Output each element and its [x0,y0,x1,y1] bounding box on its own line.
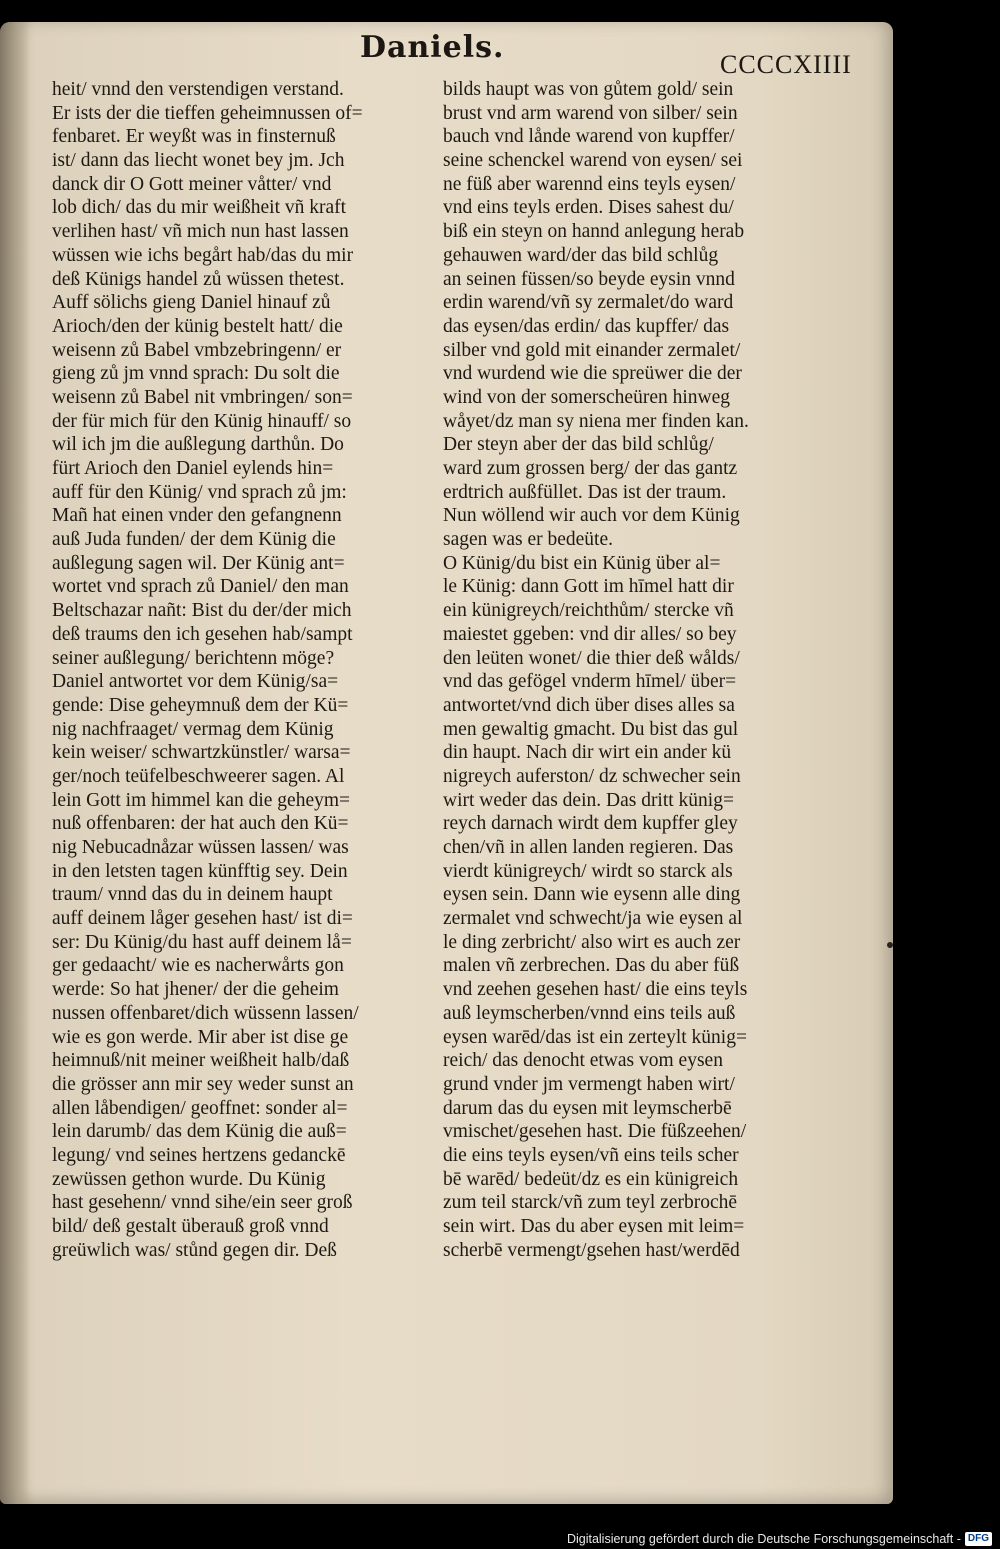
text-line: nig nachfraaget/ vermag dem Künig [52,718,334,740]
text-line: traum/ vnnd das du in deinem haupt [52,884,333,906]
text-line: antwortet/vnd dich über dises alles sa [443,694,735,716]
text-line: ne füß aber warennd eins teyls eysen/ [443,173,736,195]
text-line: lein Gott im himmel kan die geheym= [52,789,351,811]
text-line: ward zum grossen berg/ der das gantz [443,458,738,479]
text-line: le ding zerbricht/ also wirt es auch zer [443,931,741,953]
text-line: nuß offenbaren: der hat auch den Kü= [52,813,349,835]
text-line: gende: Dise geheymnuß dem der Kü= [52,694,349,716]
text-line: wirt weder das dein. Das dritt künig= [443,789,734,811]
text-line: vnd eins teyls erden. Dises sahest du/ [443,197,734,219]
text-line: brust vnd arm warend von silber/ sein [443,102,738,124]
running-head: Daniels. [360,30,505,65]
left-text-column [52,78,424,1262]
text-line: men gewaltig gmacht. Du bist das gul [443,718,739,740]
text-line: bē warēd/ bedeüt/dz es ein künigreich [443,1168,739,1190]
text-line: scherbē vermengt/gsehen hast/werdēd [443,1239,740,1261]
text-line: seiner außlegung/ berichtenn möge? [52,647,335,669]
text-line: vmischet/gesehen hast. Die füßzeehen/ [443,1121,747,1143]
text-line: fürt Arioch den Daniel eylends hin= [52,458,334,479]
text-line: bauch vnd lånde warend von kupffer/ [443,126,735,148]
text-line: nussen offenbaret/dich wüssenn lassen/ [52,1002,359,1024]
text-line: wind von der somerscheüren hinweg [443,386,731,408]
folio-number: CCCCXIIII [720,50,852,79]
text-line: hast gesehenn/ vnnd sihe/ein seer groß [52,1192,353,1214]
text-line: wil ich jm die außlegung darthůn. Do [52,434,344,456]
book-spine-shadow [0,22,30,1504]
text-line: chen/vñ in allen landen regieren. Das [443,837,734,858]
text-line: Er ists der die tieffen geheimnussen of= [52,102,363,124]
text-line: sagen was er bedeüte. [443,529,614,551]
text-line: in den letsten tagen künfftig sey. Dein [52,860,348,882]
text-line: erdtrich außfüllet. Das ist der traum. [443,481,727,503]
text-line: vierdt künigreych/ wirdt so starck als [443,860,733,882]
text-line: auß leymscherben/vnnd eins teils auß [443,1002,736,1024]
ink-spot [887,942,893,948]
text-line: danck dir O Gott meiner våtter/ vnd [52,173,332,195]
text-line: die grösser ann mir sey weder sunst an [52,1073,354,1095]
text-line: Nun wöllend wir auch vor dem Künig [443,505,740,527]
text-line: heit/ vnnd den verstendigen verstand. [52,79,344,100]
text-line: ger/noch teüfelbeschweerer sagen. Al [52,765,345,787]
text-line: wåyet/dz man sy niena mer finden kan. [443,410,749,432]
text-line: erdin warend/vñ sy zermalet/do ward [443,292,734,314]
text-line: den leüten wonet/ die thier deß wålds/ [443,647,740,669]
text-line: auff deinem låger gesehen hast/ ist di= [52,908,353,930]
text-line: ger gedaacht/ wie es nacherwårts gon [52,955,344,977]
text-line: vnd das gefögel vnderm hīmel/ über= [443,671,737,693]
text-line: din haupt. Nach dir wirt ein ander kü [443,742,732,764]
text-line: außlegung sagen wil. Der Künig ant= [52,552,345,574]
text-line: auß Juda funden/ der dem Künig die [52,529,336,551]
text-line: kein weiser/ schwartzkünstler/ warsa= [52,742,351,764]
text-line: fenbaret. Er weyßt was in finsternuß [52,126,336,148]
text-line: weisenn zů Babel nit vmbringen/ son= [52,386,353,408]
text-line: zermalet vnd schwecht/ja wie eysen al [443,908,743,930]
text-line: weisenn zů Babel vmbzebringenn/ er [52,339,342,361]
text-line: gieng zů jm vnnd sprach: Du solt die [52,363,340,385]
text-line: Auff sölichs gieng Daniel hinauf zů [52,292,331,314]
text-line: legung/ vnd seines hertzens gedanckē [52,1144,346,1166]
text-line: werde: So hat jhener/ der die geheim [52,979,339,1001]
text-line: an seinen füssen/so beyde eysin vnnd [443,268,735,290]
text-line: auff für den Künig/ vnd sprach zů jm: [52,481,347,503]
text-line: ist/ dann das liecht wonet bey jm. Jch [52,150,345,172]
text-line: bilds haupt was von gůtem gold/ sein [443,79,734,100]
text-line: O Künig/du bist ein Künig über al= [443,552,721,574]
credit-text: Digitalisierung gefördert durch die Deutsche Forschungsgemeinschaft - [566,1532,961,1546]
text-line: sein wirt. Das du aber eysen mit leim= [443,1216,745,1237]
text-line: deß traums den ich gesehen hab/sampt [52,623,353,645]
text-line: Mañ hat einen vnder den gefangnenn [52,505,342,527]
text-line: zewüssen gethon wurde. Du Künig [52,1168,326,1190]
text-line: Beltschazar nañt: Bist du der/der mich [52,600,352,622]
text-line: das eysen/das erdin/ das kupffer/ das [443,315,730,337]
text-line: zum teil starck/vñ zum teyl zerbrochē [443,1192,738,1214]
text-line: eysen warēd/das ist ein zerteylt künig= [443,1026,747,1048]
text-line: lein darumb/ das dem Künig die auß= [52,1121,347,1143]
text-line: malen vñ zerbrechen. Das du aber füß [443,955,740,977]
text-line: maiestet ggeben: vnd dir alles/ so bey [443,623,737,645]
text-line: biß ein steyn on hannd anlegung herab [443,221,745,243]
text-line: nig Nebucadnåzar wüssen lassen/ was [52,837,349,858]
text-line: ein künigreych/reichthům/ stercke vñ [443,600,734,622]
text-line: wüssen wie ichs begårt hab/das du mir [52,244,354,266]
text-line: reych darnach wirdt dem kupffer gley [443,813,738,835]
text-line: wie es gon werde. Mir aber ist dise ge [52,1026,349,1048]
text-line: silber vnd gold mit einander zermalet/ [443,339,741,361]
text-line: seine schenckel warend von eysen/ sei [443,150,743,172]
text-line: der für mich für den Künig hinauff/ so [52,410,352,432]
text-line: vnd zeehen gesehen hast/ die eins teyls [443,979,748,1001]
text-line: deß Künigs handel zů wüssen thetest. [52,268,345,290]
text-line: Der steyn aber der das bild schlůg/ [443,434,714,456]
right-text-column [443,78,815,1262]
text-line: darum das du eysen mit leymscherbē [443,1097,732,1119]
text-line: ser: Du Künig/du hast auff deinem lå= [52,931,352,953]
text-line: eysen sein. Dann wie eysenn alle ding [443,884,741,906]
text-line: greüwlich was/ stůnd gegen dir. Deß [52,1239,337,1261]
text-line: grund vnder jm vermengt haben wirt/ [443,1073,735,1095]
text-line: lob dich/ das du mir weißheit vñ kraft [52,197,347,219]
digitization-credit [567,1532,992,1546]
text-line: Arioch/den der künig bestelt hatt/ die [52,315,343,337]
dfg-logo: DFG [965,1532,992,1546]
text-line: Daniel antwortet vor dem Künig/sa= [52,671,339,693]
text-line: verlihen hast/ vñ mich nun hast lassen [52,221,349,243]
text-line: wortet vnd sprach zů Daniel/ den man [52,576,349,598]
text-line: bild/ deß gestalt überauß groß vnnd [52,1216,329,1237]
text-line: gehauwen ward/der das bild schlůg [443,244,719,266]
text-line: reich/ das denocht etwas vom eysen [443,1050,723,1072]
text-line: vnd wurdend wie die spreüwer die der [443,363,742,385]
text-line: allen låbendigen/ geoffnet: sonder al= [52,1097,348,1119]
text-line: die eins teyls eysen/vñ eins teils scher [443,1144,739,1166]
text-line: heimnuß/nit meiner weißheit halb/daß [52,1050,350,1072]
text-line: le Künig: dann Gott im hīmel hatt dir [443,576,734,598]
text-line: nigreych auferston/ dz schwecher sein [443,765,741,787]
